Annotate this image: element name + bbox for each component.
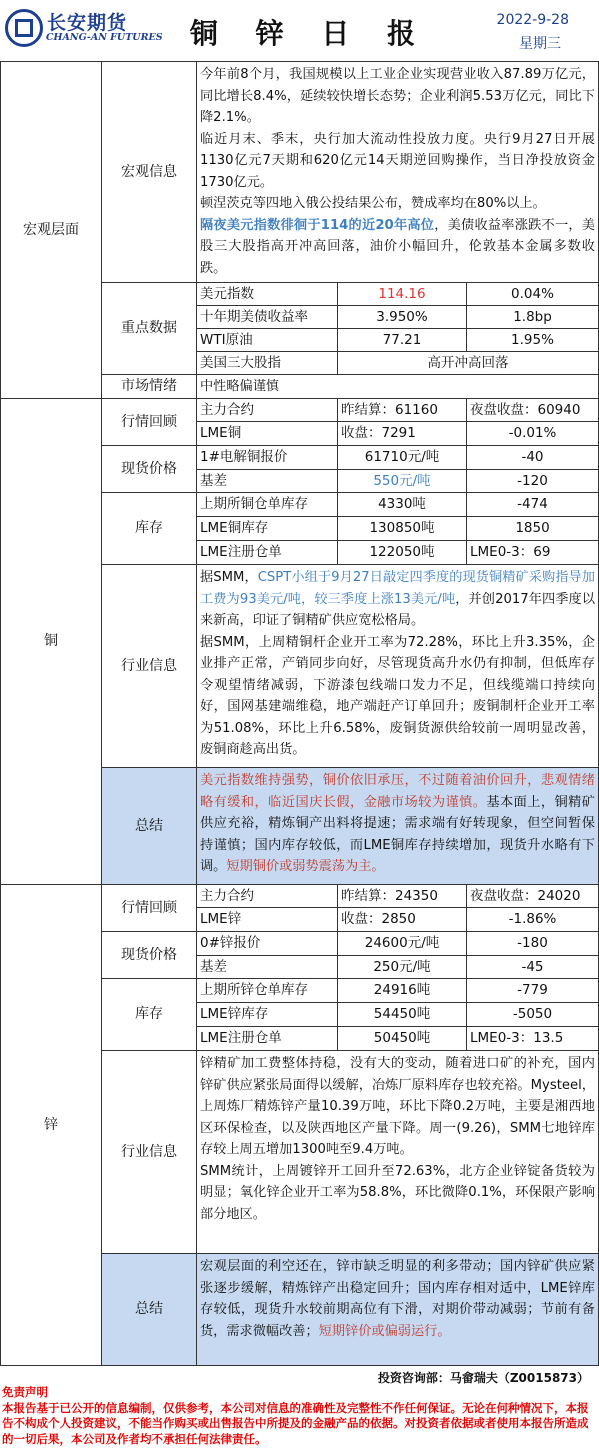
copper-settle: 昨结算：61160 — [338, 399, 467, 422]
zinc-stock-value: 24916吨 — [338, 979, 467, 1003]
zinc-review-label: 行情回顾 — [102, 885, 197, 932]
macro-info-highlight: 隔夜美元指数徘徊于114的近20年高位 — [200, 217, 435, 233]
report-date: 2022-9-28 — [496, 12, 569, 28]
copper-night: 夜盘收盘：60940 — [467, 399, 599, 422]
zinc-industry-p1: 锌精矿加工费整体持稳，没有大的变动，随着进口矿的补充，国内锌矿供应紧张局面得以缓解，冶炼厂原料库存也较充裕。Mysteel，上周炼厂精炼锌产量10.39万吨，环比下降0.2万吨，主要是湘西地区环保检查，以及陕西地区产量下降。周一(9.26)，SMM七地锌库存较上周五增加1300吨至9.4万吨。 — [200, 1056, 595, 1157]
key-row-name: 美国三大股指 — [197, 352, 338, 375]
zinc-industry-text — [197, 1051, 599, 1254]
zinc-spot-name: 0#锌报价 — [197, 932, 338, 956]
macro-info-text — [197, 62, 599, 283]
key-row-value: 114.16 — [338, 283, 467, 306]
zinc-main-contract: 主力合约 — [197, 885, 338, 908]
section-macro-label: 宏观层面 — [0, 62, 102, 399]
zinc-basis-value: 250元/吨 — [338, 956, 467, 979]
copper-stock-value: 130850吨 — [338, 517, 467, 541]
zinc-spot-price: 24600元/吨 — [338, 932, 467, 956]
zinc-summary-text — [197, 1254, 599, 1366]
key-row-change: 1.8bp — [467, 306, 599, 329]
copper-stock-value: 122050吨 — [338, 541, 467, 565]
copper-spot-change: -40 — [467, 446, 599, 470]
zinc-stock-change: -779 — [467, 979, 599, 1003]
copper-industry-text — [197, 565, 599, 768]
macro-info-p2: 临近月末、季末，央行加大流动性投放力度。央行9月27日开展1130亿元7天期和620亿元14天期逆回购操作，当日净投放资金1730亿元。 — [200, 131, 595, 190]
zinc-stock-name: 上期所锌仓单库存 — [197, 979, 338, 1003]
macro-info-label: 宏观信息 — [102, 62, 197, 283]
copper-industry-p1: 据SMM，CSPT小组于9月27日敲定四季度的现货铜精矿采购指导加工费为93美元/吨，较三季度上涨13美元/吨，并创2017年四季度以来新高，印证了铜精矿供应宽松格局。 — [200, 570, 596, 628]
disclaimer — [2, 1385, 597, 1447]
zinc-summary-conclusion: 短期锌价或偏弱运行。 — [318, 1323, 451, 1339]
key-row-value: 77.21 — [338, 329, 467, 352]
copper-stock-value: 4330吨 — [338, 493, 467, 517]
zinc-night: 夜盘收盘：24020 — [467, 885, 599, 908]
sentiment-value: 中性略偏谨慎 — [197, 375, 599, 399]
key-data-label: 重点数据 — [102, 283, 197, 375]
copper-industry-p2: 据SMM，上周精铜杆企业开工率为72.28%，环比上升3.35%，企业排产正常，产销同步向好，尽管现货高升水仍有抑制，但低库存令观望情绪减弱，下游漆包线端口发力不足，但线缆端口持续向好，国网基建端维稳，地产端赶产订单回升；废铜制杆企业开工率为51.08%，环比上升6.58%，废铜货源供给较前一周明显改善，废铜商趁高出货。 — [200, 634, 595, 757]
report-weekday: 星期三 — [519, 36, 561, 52]
zinc-stock-name: LME注册仓单 — [197, 1027, 338, 1051]
disclaimer-text: 本报告基于已公开的信息编制，仅供参考，本公司对信息的准确性及完整性不作任何保证。无论在何种情况下，本报告不构成个人投资建议，不能当作购买或出售报告中所提及的金融产品的依据。对投资者依据或者使用本报告所造成的一切后果，本公司及作者均不承担任何法律责任。 — [2, 1400, 589, 1446]
copper-summary-body: 基本面上，铜精矿供应充裕，精炼铜产出料将提速；需求端有好转现象，但空间暂保持谨慎；国内库存较低，而LME铜库存持续增加，现货升水略有下调。 — [200, 794, 595, 874]
zinc-settle: 昨结算：24350 — [338, 885, 467, 908]
copper-lme-change: -0.01% — [467, 422, 599, 446]
macro-info-p3: 顿涅茨克等四地入俄公投结果公布，赞成率均在80%以上。 — [200, 196, 546, 211]
zinc-spot-change: -180 — [467, 932, 599, 956]
copper-stock-change: LME0-3：69 — [467, 541, 599, 565]
zinc-summary-label: 总结 — [102, 1254, 197, 1366]
copper-basis-name: 基差 — [197, 470, 338, 493]
copper-basis-change: -120 — [467, 470, 599, 493]
key-row-name: WTI原油 — [197, 329, 338, 352]
section-copper-label: 铜 — [0, 399, 102, 885]
zinc-stock-label: 库存 — [102, 979, 197, 1051]
zinc-stock-change: LME0-3：13.5 — [467, 1027, 599, 1051]
macro-info-p4 — [200, 215, 595, 280]
copper-lme-close: 收盘：7291 — [338, 422, 467, 446]
copper-summary-text — [197, 768, 599, 885]
key-row-name: 美元指数 — [197, 283, 338, 306]
section-zinc-label: 锌 — [0, 885, 102, 1366]
copper-spot-price: 61710元/吨 — [338, 446, 467, 470]
zinc-stock-change: -5050 — [467, 1003, 599, 1027]
copper-stock-name: 上期所铜仓单库存 — [197, 493, 338, 517]
copper-review-label: 行情回顾 — [102, 399, 197, 446]
key-row-value: 3.950% — [338, 306, 467, 329]
copper-stock-label: 库存 — [102, 493, 197, 565]
disclaimer-title: 免责声明 — [2, 1385, 48, 1399]
copper-stock-change: -474 — [467, 493, 599, 517]
zinc-basis-name: 基差 — [197, 956, 338, 979]
logo-name-en: CHANG-AN FUTURES — [46, 32, 163, 43]
logo-name-cn: 长安期货 — [47, 12, 128, 34]
copper-industry-highlight: CSPT小组于9月27日敲定四季度的现货铜精矿采购指导加工费为93美元/吨，较三季度上涨13美元/吨 — [200, 570, 595, 607]
zinc-stock-name: LME锌库存 — [197, 1003, 338, 1027]
copper-stock-name: LME注册仓单 — [197, 541, 338, 565]
zinc-industry-p2: SMM统计，上周镀锌开工回升至72.63%，北方企业锌锭备货较为明显；氧化锌企业开工率为58.8%，环比微降0.1%，环保限产影响部分地区。 — [200, 1163, 595, 1222]
key-row-name: 十年期美债收益率 — [197, 306, 338, 329]
copper-stock-change: 1850 — [467, 517, 599, 541]
contact-line: 投资咨询部：马畲瑞夫（Z0015873） — [377, 1371, 589, 1385]
key-row-change: 1.95% — [467, 329, 599, 352]
zinc-industry-label: 行业信息 — [102, 1051, 197, 1254]
key-row-change: 0.04% — [467, 283, 599, 306]
zinc-basis-change: -45 — [467, 956, 599, 979]
macro-info-p1: 今年前8个月，我国规模以上工业企业实现营业收入87.89万亿元，同比增长8.4%，延续较快增长态势；企业利润5.53万亿元，同比下降2.1%。 — [200, 67, 595, 125]
copper-summary-label: 总结 — [102, 768, 197, 885]
copper-spot-label: 现货价格 — [102, 446, 197, 493]
copper-spot-name: 1#电解铜报价 — [197, 446, 338, 470]
sentiment-label: 市场情绪 — [102, 375, 197, 399]
report-title: 铜 锌 日 报 — [189, 17, 430, 50]
copper-summary-conclusion: 短期铜价或弱势震荡为主。 — [226, 859, 385, 874]
copper-stock-name: LME铜库存 — [197, 517, 338, 541]
copper-industry-label: 行业信息 — [102, 565, 197, 768]
macro-info-p4-rest: ，美债收益率涨跌不一，美股三大股指高开冲高回落，油价小幅回升，伦敦基本金属多数收跌。 — [200, 217, 595, 276]
zinc-lme-change: -1.86% — [467, 908, 599, 932]
zinc-spot-label: 现货价格 — [102, 932, 197, 979]
zinc-stock-value: 50450吨 — [338, 1027, 467, 1051]
zinc-summary-body: 宏观层面的利空还在，锌市缺乏明显的利多带动；国内锌矿供应紧张逐步缓解，精炼锌产出稳定回升；国内库存相对适中，LME锌库存较低，现货升水较前期高位有下滑，对期价带动减弱；节前有备货，需求微幅改善； — [200, 1259, 595, 1339]
zinc-lme-close: 收盘：2850 — [338, 908, 467, 932]
copper-lme-name: LME铜 — [197, 422, 338, 446]
key-row-stocks-value: 高开冲高回落 — [338, 352, 599, 375]
zinc-stock-value: 54450吨 — [338, 1003, 467, 1027]
report-header — [0, 0, 599, 62]
copper-summary-outlook: 美元指数维持强势，铜价依旧承压，不过随着油价回升，悲观情绪略有缓和，临近国庆长假，金融市场较为谨慎。 — [200, 773, 595, 810]
copper-main-contract: 主力合约 — [197, 399, 338, 422]
zinc-lme-name: LME锌 — [197, 908, 338, 932]
copper-basis-value: 550元/吨 — [338, 470, 467, 493]
